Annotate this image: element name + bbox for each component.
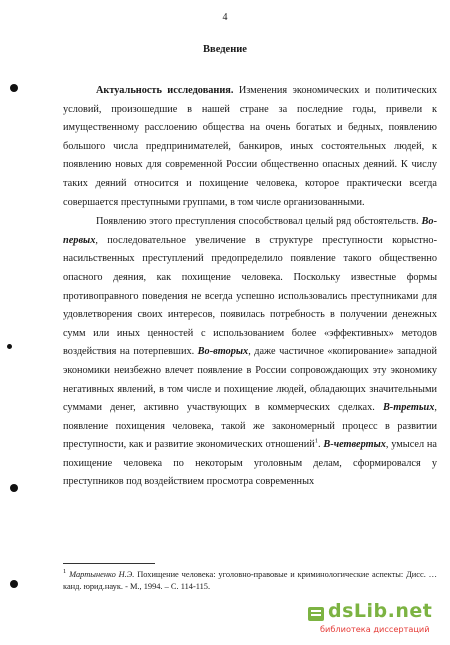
page-title: Введение: [203, 44, 247, 55]
paragraph-text: , появление похищения человека, такой же закономерный процесс в развитии преступности, как и развитие экономических отношений: [63, 402, 437, 451]
paragraph-text: Изменения экономических и политических условий, произошедшие в нашей стране за последние годы, привели к имущественному расслоению общества на очень богатых и бедных, появлению большого числа предпринимателей, банкиров, иных состоятельных людей, к появлению новых для современной России общественно опасных деяний. К числу таких деяний относится и похищение человека, которое практически всегда совершается преступными группами, в том числе организованными.: [63, 85, 437, 208]
book-icon: [306, 604, 326, 624]
emphasis-second: Во-вторых: [197, 346, 249, 358]
footnote-reference[interactable]: 1: [314, 437, 319, 445]
footnote-author: Мартыненко Н.Э.: [69, 570, 135, 579]
paragraph-text: Появлению этого преступления способствовал целый ряд обстоятельств.: [96, 216, 422, 228]
watermark[interactable]: [306, 600, 444, 642]
paragraph-circumstances: [63, 213, 437, 492]
footnote-divider: [63, 563, 155, 564]
punch-hole-lower: [10, 484, 18, 492]
paragraph-text: .: [318, 439, 324, 451]
paragraph-text: , даже частичное «копирование» западной экономики неизбежно влечет появление в России сопровождающих эту экономику негативных явлений, в том числе и похищение людей, обладающих значительными суммами денег, активно участвующих в коммерческих сделках.: [63, 346, 437, 414]
punch-hole-top: [10, 84, 18, 92]
paragraph-relevance: [63, 82, 437, 212]
body-text: [63, 82, 437, 492]
watermark-caption: библиотека диссертаций: [320, 624, 430, 634]
punch-hole-middle: [7, 344, 12, 349]
emphasis-fourth: В-четвертых: [323, 439, 386, 451]
footnote-number: 1: [63, 568, 67, 576]
page-number: 4: [222, 12, 228, 23]
watermark-logo: dsLib.net: [328, 600, 433, 622]
relevance-lead: Актуальность исследования.: [96, 85, 234, 96]
paragraph-text: , умысел на похищение человека по некоторым уголовным делам, сформировался у преступников под воздействием просмотра современных: [63, 439, 437, 488]
footnote: [63, 569, 437, 592]
emphasis-third: В-третьих: [382, 402, 435, 414]
footnote-text: Похищение человека: уголовно-правовые и криминологические аспекты: Дисс. … канд. юрид.наук. - М., 1994. – С. 114-115.: [63, 570, 438, 591]
emphasis-first: Во-первых: [63, 216, 437, 246]
punch-hole-bottom: [10, 580, 18, 588]
paragraph-text: , последовательное увеличение в структуре преступности корыстно-насильственных преступлений предопределило появление такого общественно опасного деяния, как похищение человека. Поскольку известные формы противоправного поведения не всегда успешно использовались преступниками для удовлетворения своих интересов, появилась потребность в получении денежных сумм или иных ценностей с использованием более «эффективных» методов воздействия на потерпевших.: [63, 234, 437, 358]
